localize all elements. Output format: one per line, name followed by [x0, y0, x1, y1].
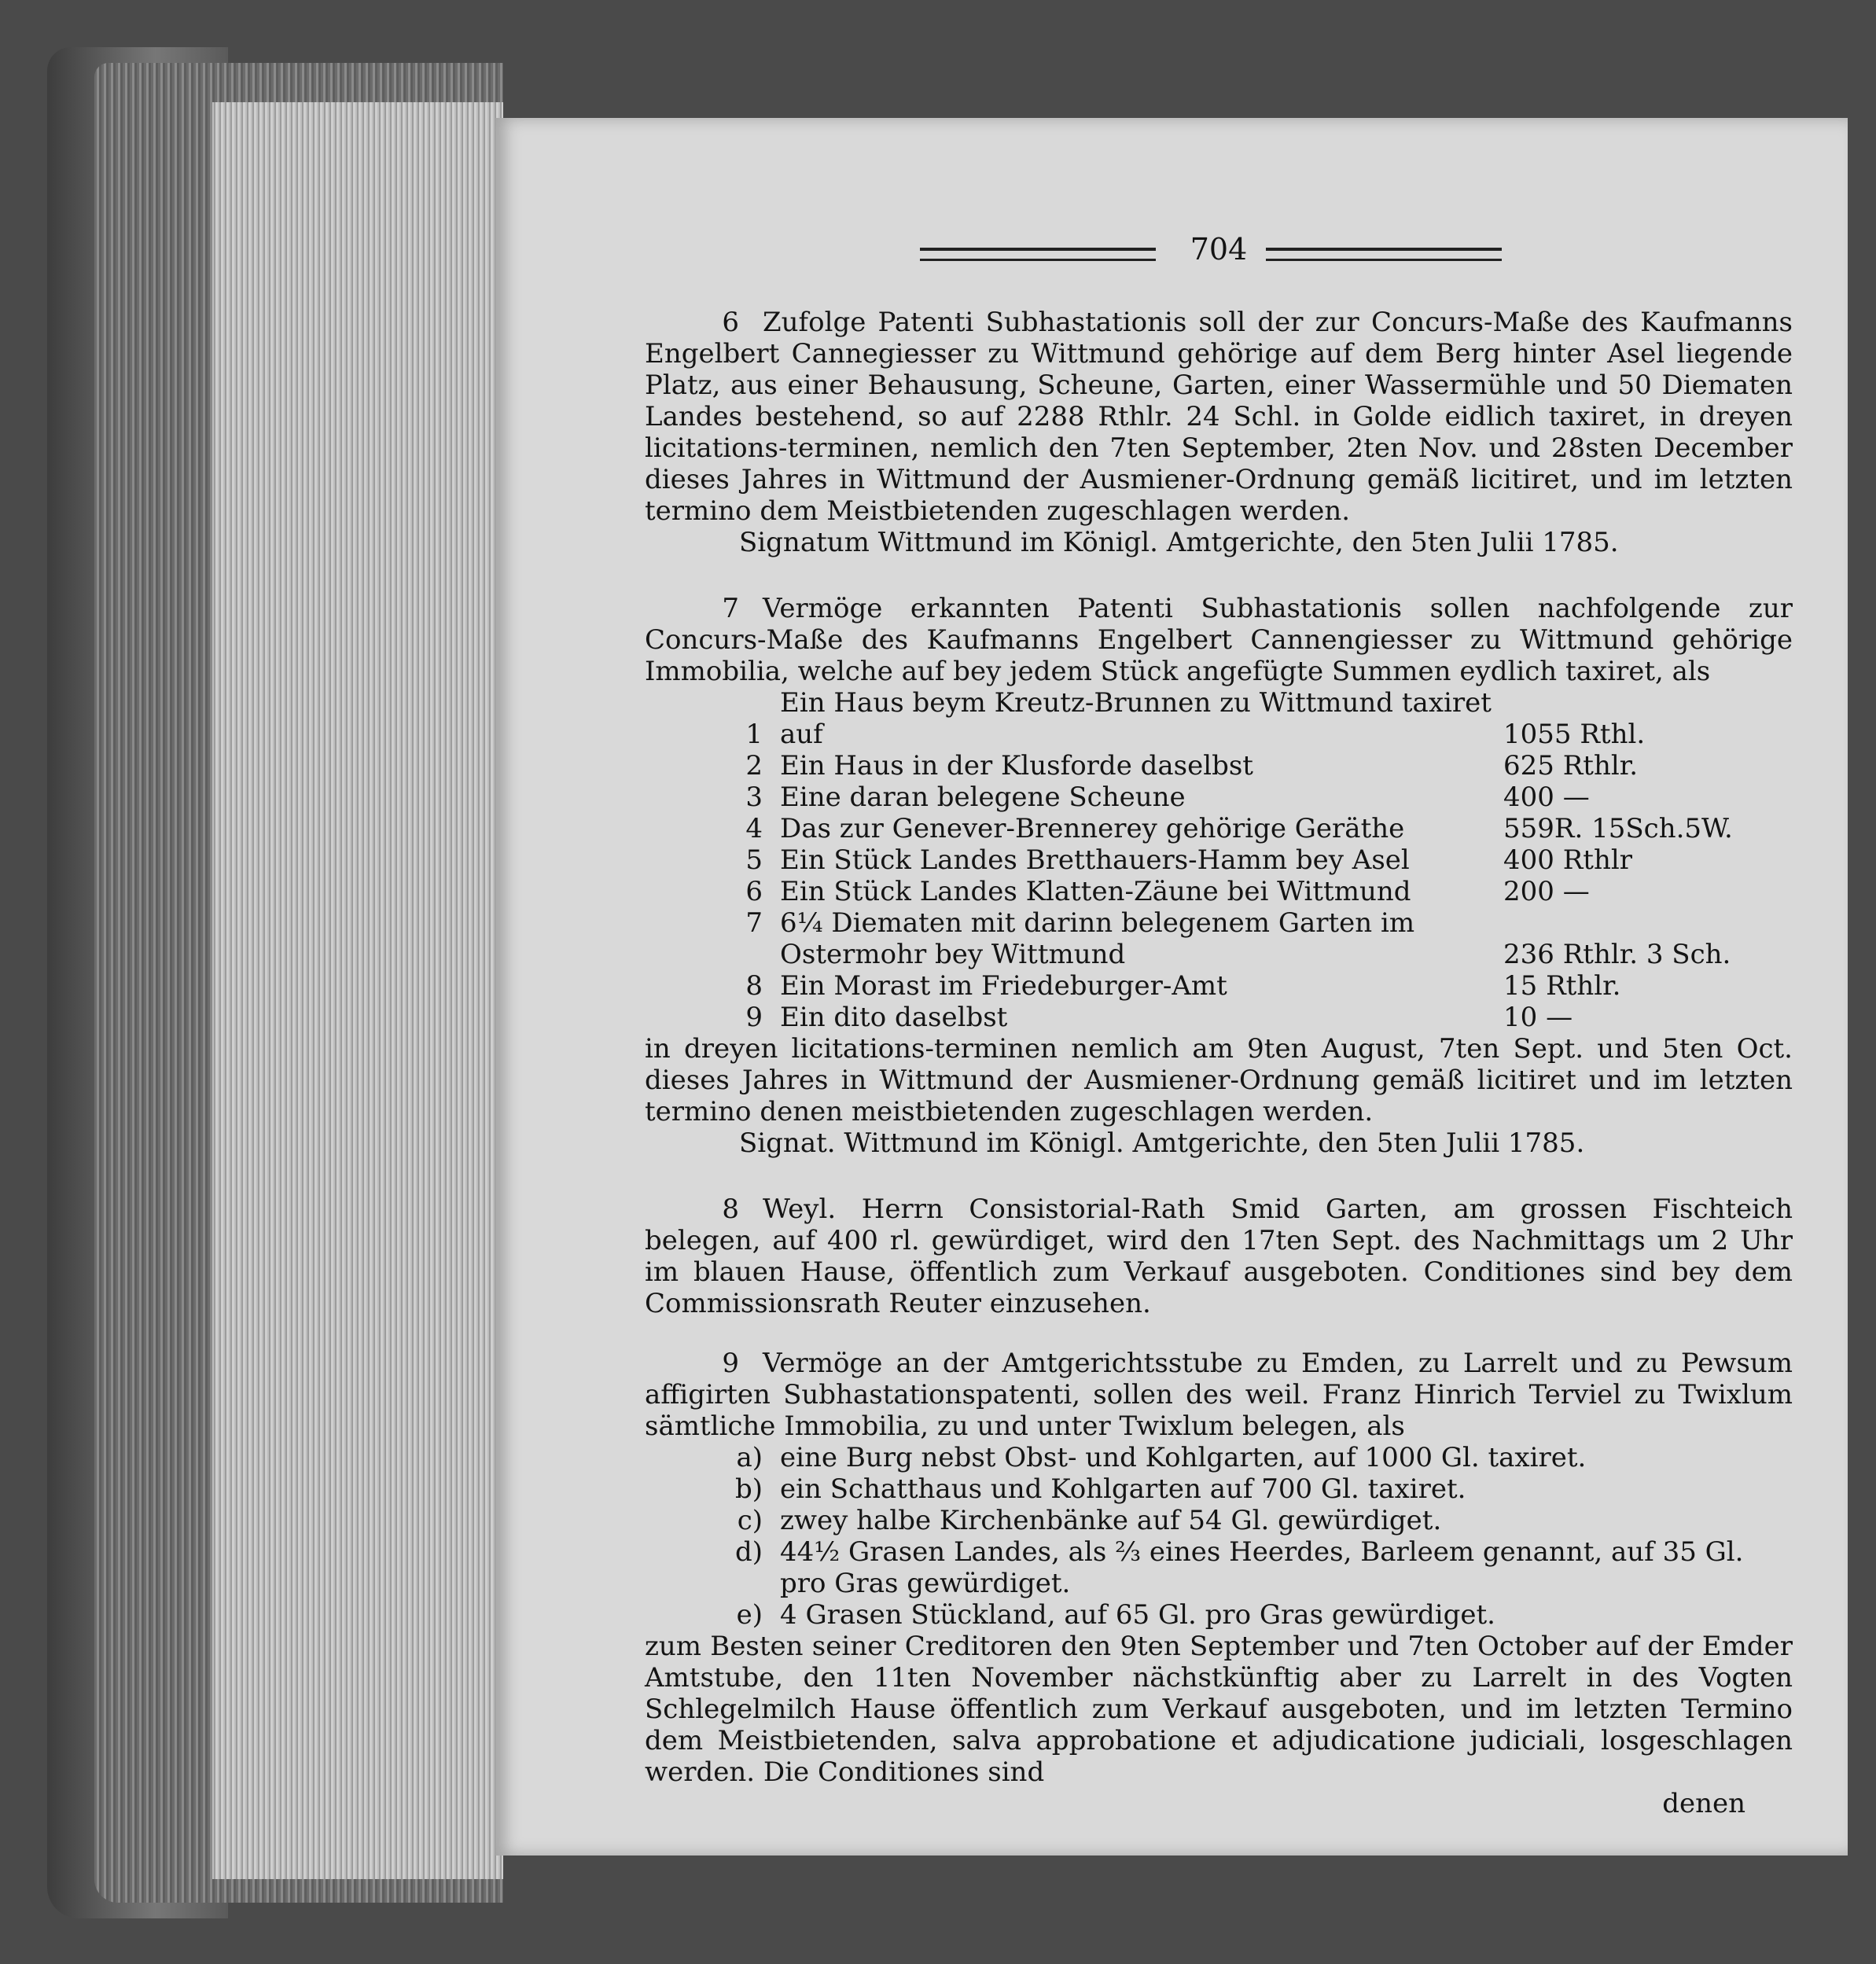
page-number: 704 — [1190, 232, 1248, 267]
section-gap — [645, 1319, 1793, 1348]
property-item — [645, 939, 1793, 970]
page-stack — [212, 102, 503, 1879]
item-text: ein Schatthaus und Kohlgarten auf 700 Gl. taxiret. — [780, 1473, 1466, 1505]
section-text: Vermöge erkannten Patenti Subhastationis sollen nachfolgende zur Concurs-Maße des Kaufmanns Engelbert Cannengiesser zu Wittmund gehörige Immobilia, welche auf bey jedem Stück angefügte Summen eydlich taxiret, als — [645, 593, 1793, 687]
section-number: 6 — [722, 307, 739, 338]
page-header — [920, 232, 1517, 271]
item-text: 6¼ Diematen mit darinn belegenem Garten im — [780, 907, 1415, 939]
item-value: 15 Rthlr. — [1503, 970, 1621, 1002]
item-text: Ein dito daselbst — [780, 1002, 1008, 1033]
item-text: eine Burg nebst Obst- und Kohlgarten, auf 1000 Gl. taxiret. — [780, 1442, 1587, 1473]
section-text: Zufolge Patenti Subhastationis soll der zur Concurs-Maße des Kaufmanns Engelbert Cannegiesser zu Wittmund gehörige auf dem Berg hinter Asel liegende Platz, aus einer Behausung, Scheune, Garten, einer Wassermühle und 50 Diematen Landes bestehend, so auf 2288 Rthlr. 24 Schl. in Golde eidlich taxiret, in dreyen licitations-terminen, nemlich den 7ten September, 2ten Nov. und 28sten December dieses Jahres in Wittmund der Ausmiener-Ordnung gemäß licitiret, und im letzten termino dem Meistbietenden zugeschlagen werden. — [645, 307, 1793, 527]
section-6-signature: Signatum Wittmund im Königl. Amtgerichte, den 5ten Julii 1785. — [739, 527, 1619, 558]
item-number: 7 — [745, 907, 763, 939]
item-value: 1055 Rthl. — [1503, 719, 1646, 750]
header-rule-right — [1266, 248, 1502, 261]
section-number: 9 — [722, 1348, 739, 1379]
section-number: 7 — [722, 593, 739, 624]
item-value: 559R. 15Sch.5W. — [1503, 813, 1733, 844]
item-text: Ein Morast im Friedeburger-Amt — [780, 970, 1227, 1002]
estate-item — [645, 1599, 1793, 1631]
item-number: 1 — [745, 719, 763, 750]
item-text: Ostermohr bey Wittmund — [780, 939, 1126, 970]
item-value: 625 Rthlr. — [1503, 750, 1639, 782]
section-8 — [645, 1193, 1793, 1319]
item-text: 44½ Grasen Landes, als ⅔ eines Heerdes, Barleem genannt, auf 35 Gl. pro Gras gewürdiget. — [780, 1536, 1744, 1599]
item-number: 2 — [745, 750, 763, 782]
printed-page — [495, 118, 1848, 1856]
property-list — [645, 687, 1793, 1033]
item-letter: e) — [736, 1599, 763, 1631]
item-value: 200 — — [1503, 876, 1590, 907]
item-number: 3 — [745, 782, 763, 813]
section-7-outro: in dreyen licitations-terminen nemlich am 9ten August, 7ten Sept. und 5ten Oct. dieses Jahres in Wittmund der Ausmiener-Ordnung gemäß licitiret und im letzten termino denen meistbietenden zugeschlagen werden. — [645, 1033, 1793, 1127]
section-9-intro — [645, 1348, 1793, 1442]
item-number: 8 — [745, 970, 763, 1002]
item-number: 4 — [745, 813, 763, 844]
property-item — [645, 782, 1793, 813]
item-letter: c) — [737, 1505, 763, 1536]
section-number: 8 — [722, 1193, 739, 1225]
item-text: Ein Stück Landes Klatten-Zäune bei Wittmund — [780, 876, 1411, 907]
section-9-outro: zum Besten seiner Creditoren den 9ten September und 7ten October auf der Emder Amtstube, den 11ten November nächstkünftig aber zu Larrelt in des Vogten Schlegelmilch Hause öffentlich zum Verkauf ausgeboten, und im letzten Termino dem Meistbietenden, salva approbatione et adjudicatione judiciali, losgeschlagen werden. Die Conditiones sind — [645, 1631, 1793, 1788]
item-text: Ein Stück Landes Bretthauers-Hamm bey Asel — [780, 844, 1410, 876]
item-text: Ein Haus in der Klusforde daselbst — [780, 750, 1253, 782]
item-text: zwey halbe Kirchenbänke auf 54 Gl. gewürdiget. — [780, 1505, 1442, 1536]
item-number: 6 — [745, 876, 763, 907]
property-item — [645, 1002, 1793, 1033]
property-item — [645, 844, 1793, 876]
section-7-intro — [645, 593, 1793, 687]
item-letter: a) — [736, 1442, 763, 1473]
property-item — [645, 750, 1793, 782]
section-text: Weyl. Herrn Consistorial-Rath Smid Garten, am grossen Fischteich belegen, auf 400 rl. gewürdiget, wird den 17ten Sept. des Nachmittags um 2 Uhr im blauen Hause, öffentlich zum Verkauf ausgeboten. Conditiones sind bey dem Commissionsrath Reuter einzusehen. — [645, 1193, 1793, 1319]
item-text: Eine daran belegene Scheune — [780, 782, 1186, 813]
estate-item — [645, 1473, 1793, 1505]
estate-item — [645, 1536, 1793, 1599]
item-value: 10 — — [1503, 1002, 1573, 1033]
section-text: Vermöge an der Amtgerichtsstube zu Emden, zu Larrelt und zu Pewsum affigirten Subhastationspatenti, sollen des weil. Franz Hinrich Terviel zu Twixlum sämtliche Immobilia, zu und unter Twixlum belegen, als — [645, 1348, 1793, 1442]
header-rule-left — [920, 248, 1156, 261]
item-value: 400 Rthlr — [1503, 844, 1632, 876]
item-value: 236 Rthlr. 3 Sch. — [1503, 939, 1731, 970]
item-text: Ein Haus beym Kreutz-Brunnen zu Wittmund taxiret auf — [780, 687, 1492, 750]
property-item — [645, 687, 1793, 750]
item-value: 400 — — [1503, 782, 1590, 813]
item-letter: d) — [734, 1536, 763, 1568]
page-body — [645, 307, 1793, 1819]
item-number: 9 — [745, 1002, 763, 1033]
property-item — [645, 876, 1793, 907]
catchword: denen — [1662, 1788, 1745, 1819]
estate-item — [645, 1505, 1793, 1536]
item-text: Das zur Genever-Brennerey gehörige Geräthe — [780, 813, 1405, 844]
item-text: 4 Grasen Stückland, auf 65 Gl. pro Gras gewürdiget. — [780, 1599, 1495, 1631]
section-7-signature: Signat. Wittmund im Königl. Amtgerichte, den 5ten Julii 1785. — [739, 1127, 1585, 1159]
property-item — [645, 970, 1793, 1002]
section-6 — [645, 307, 1793, 527]
item-letter: b) — [734, 1473, 763, 1505]
property-item — [645, 813, 1793, 844]
item-number: 5 — [745, 844, 763, 876]
property-item — [645, 907, 1793, 939]
estate-item — [645, 1442, 1793, 1473]
